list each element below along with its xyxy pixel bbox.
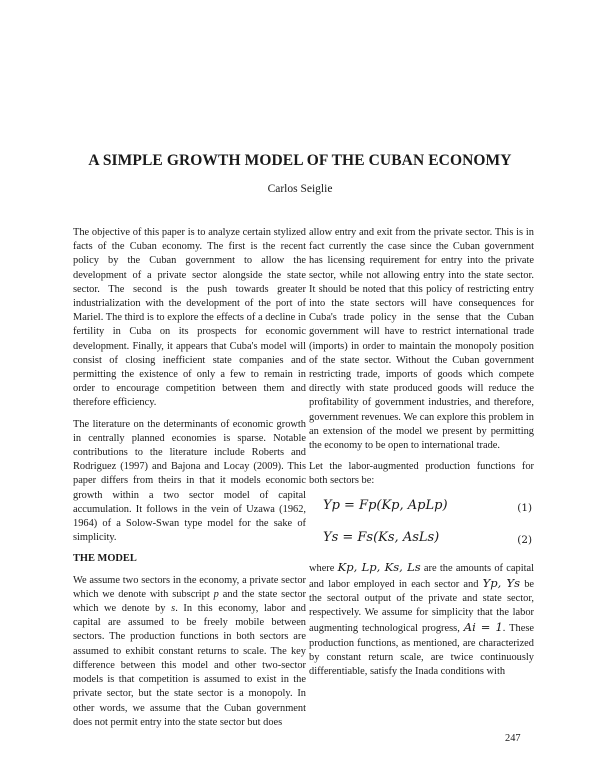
equation-2-number: (2)	[517, 533, 532, 546]
entry-paragraph: allow entry and exit from the private sector. This is in fact currently the case since the Cuban government has licensing requirement for entry into the private sector, while not allowing entry into the state sector. It should be noted that this policy of restricting entry into the state sectors will have consequences for Cuba's trade policy in the sense that the Cuban government will have to restrict international trade (imports) in order to maintain the monopoly position of the state sector. Without the Cuban government restricting trade, imports of goods which compete directly with state produced goods will reduce the profitability of government industries, and therefore, government revenues. We can explore this problem in an extension of the model we present by permitting the economy to be open to international trade.	[309, 227, 534, 452]
equation-2-expression: Ys = Fs(Ks, AsLs)	[323, 529, 440, 545]
equation-1-expression: Yp = Fp(Kp, ApLp)	[323, 497, 448, 513]
right-column	[309, 226, 534, 686]
section-heading-model: THE MODEL	[73, 553, 137, 565]
variables-paragraph: where Kp, Lp, Ks, Ls are the amounts of capital and labor employed in each sector and Yp, Ys be the sectoral output of the private and state sector, respectively. We assume for simplicity that the labor augmenting technological progress, Ai = 1. These production functions, as mentioned, are characterized by constant return scale, are twice continuously differentiable, satisfy the Inada conditions with	[309, 559, 535, 678]
page-number: 247	[505, 733, 521, 744]
paper-title: A SIMPLE GROWTH MODEL OF THE CUBAN ECONOMY	[88, 152, 512, 169]
equation-1	[309, 496, 534, 522]
intro-paragraph: The objective of this paper is to analyze certain stylized facts of the Cuban economy. The first is the recent policy by the Cuban government to allow the development of a private sector alongside the state sector. The second is the push towards greater industrialization with the development of the port of Mariel. The third is to explore the effects of a decline in fertility in Cuba on its prospects for economic development. Finally, it appears that Cuba's model will consist of closing inefficient state companies and permitting the existence of only a few to remain in order to encourage competition between them and therefore efficiency.	[73, 227, 306, 409]
model-paragraph: We assume two sectors in the economy, a private sector which we denote with subscript p and the state sector which we denote by s. In this economy, labor and capital are assumed to be freely mobile between sectors. The production functions in both sectors are assumed to exhibit constant returns to scale. The key difference between this model and other two-sector models is that competition is assumed to exist in the private sector, but the state sector is a monopoly. In other words, we assume that the Cuban government does not permit entry into the state sector but does	[73, 574, 306, 728]
equation-1-number: (1)	[517, 501, 532, 514]
left-column	[73, 226, 306, 737]
equation-2	[309, 528, 534, 554]
production-intro-paragraph: Let the labor-augmented production functions for both sectors be:	[309, 461, 534, 487]
literature-paragraph: The literature on the determinants of economic growth in centrally planned economies is sparse. Notable contributions to the literature include Roberts and Rodriguez (1997) and Bajona and Locay (2009). This paper differs from theirs in that it models economic growth within a two sector model of capital accumulation. It follows in the vein of Uzawa (1962, 1964) of a Solow-Swan type model for the sake of simplicity.	[73, 418, 306, 544]
author-name: Carlos Seiglie	[267, 183, 333, 195]
